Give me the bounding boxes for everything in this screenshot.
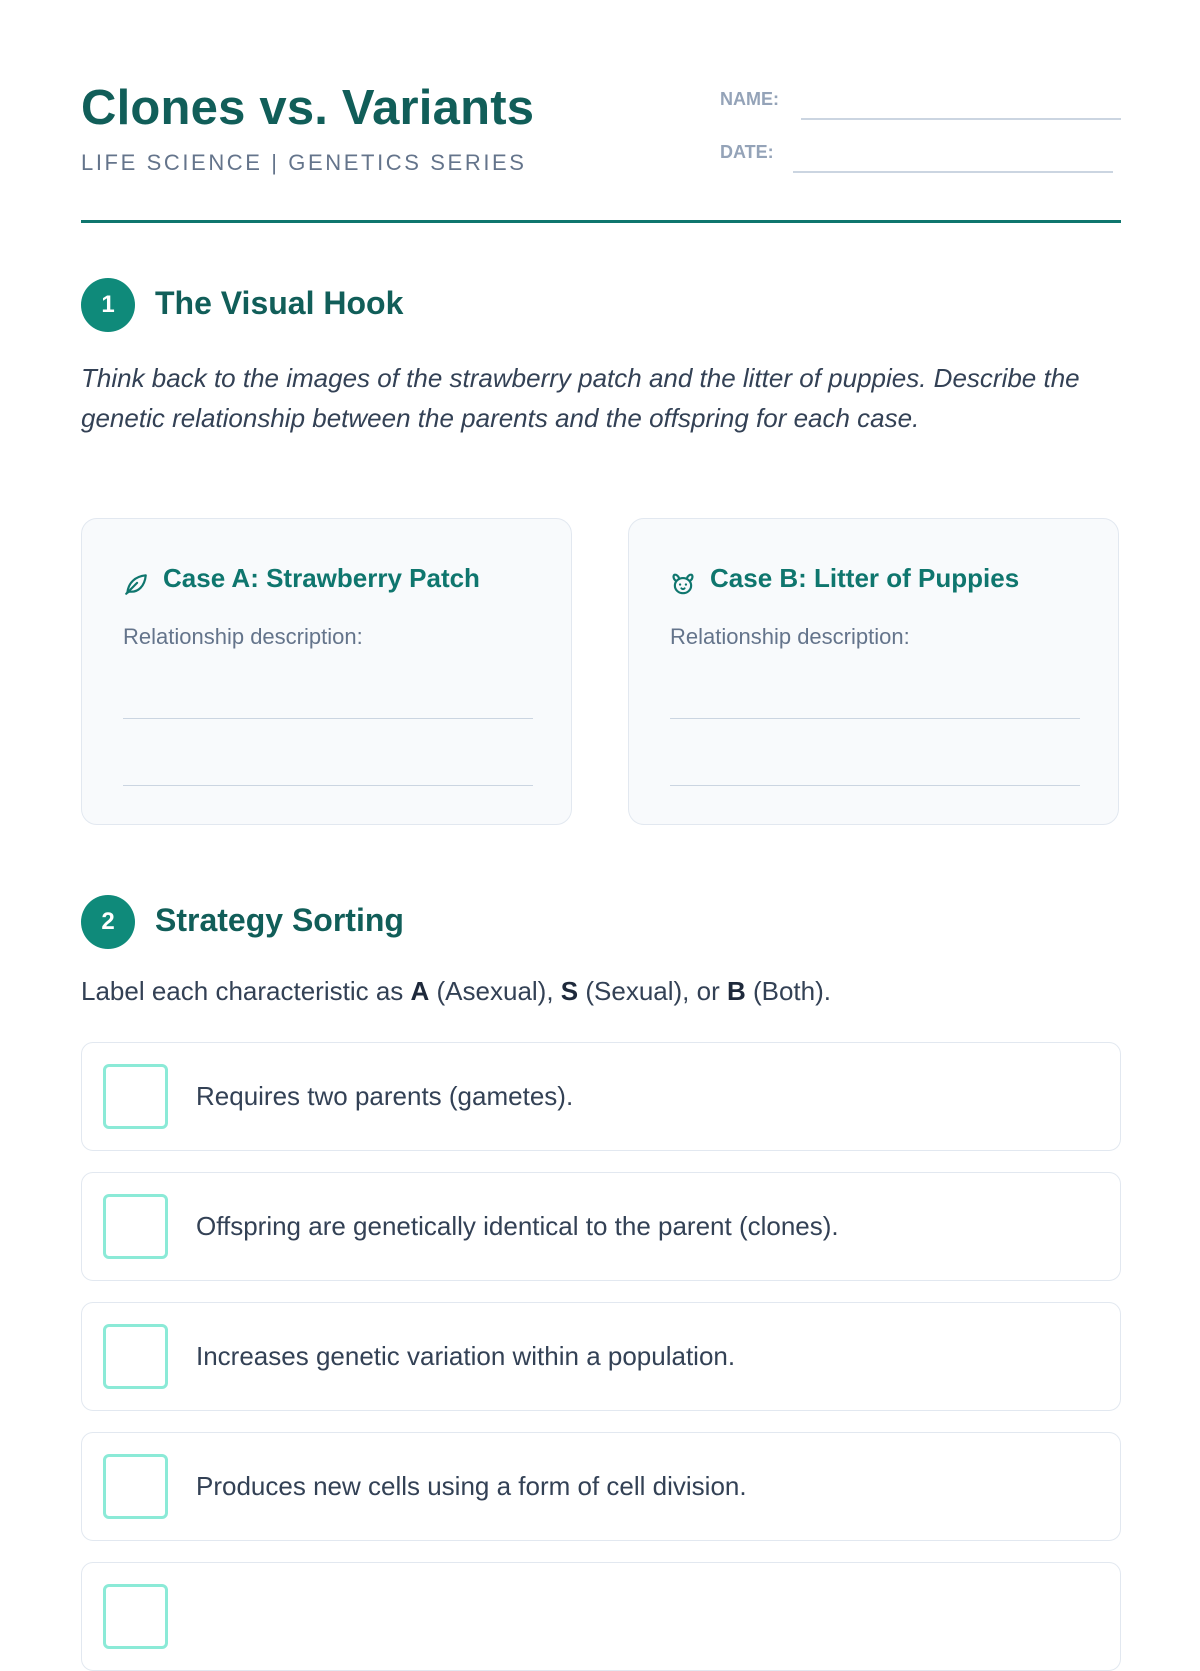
answer-box[interactable]: [103, 1454, 168, 1519]
label-sexual-code: S: [560, 976, 579, 1006]
sort-item: [81, 1302, 1121, 1411]
sort-item-text: Offspring are genetically identical to the parent (clones).: [196, 1211, 839, 1241]
section-1-title: The Visual Hook: [155, 285, 404, 321]
case-a-answer-line-2[interactable]: [123, 785, 533, 786]
sort-item-text: Increases genetic variation within a population.: [196, 1341, 736, 1371]
label-both-code: B: [726, 976, 746, 1006]
answer-box[interactable]: [103, 1194, 168, 1259]
name-label: NAME:: [720, 89, 779, 109]
section-1-number-badge: 1: [81, 278, 135, 332]
case-b-answer-line-1[interactable]: [670, 718, 1080, 719]
section-2-number-badge: 2: [81, 895, 135, 949]
dog-icon: [670, 571, 696, 597]
section-2-title: Strategy Sorting: [155, 902, 404, 938]
section-1-intro: Think back to the images of the strawberry patch and the litter of puppies. Describe the genetic relationship between the parents and the offspring for each case.: [81, 363, 1080, 433]
sort-item: [81, 1562, 1121, 1671]
answer-box[interactable]: [103, 1584, 168, 1649]
case-b-answer-line-2[interactable]: [670, 785, 1080, 786]
case-a-answer-line-1[interactable]: [123, 718, 533, 719]
sorting-instruction: Label each characteristic as A (Asexual), S (Sexual), or B (Both).: [81, 976, 831, 1006]
case-a-card: [81, 518, 572, 825]
header-divider: [81, 220, 1121, 223]
case-b-card: [628, 518, 1119, 825]
worksheet-title: Clones vs. Variants: [81, 81, 535, 135]
name-field[interactable]: [801, 118, 1121, 120]
sort-item: [81, 1042, 1121, 1151]
label-asexual-code: A: [410, 976, 430, 1006]
case-a-title: Case A: Strawberry Patch: [163, 563, 480, 593]
answer-box[interactable]: [103, 1064, 168, 1129]
answer-box[interactable]: [103, 1324, 168, 1389]
sort-item: [81, 1432, 1121, 1541]
case-b-label: Relationship description:: [670, 624, 910, 649]
worksheet-subtitle: LIFE SCIENCE | GENETICS SERIES: [81, 150, 527, 175]
date-field[interactable]: [793, 171, 1113, 173]
case-a-label: Relationship description:: [123, 624, 363, 649]
case-b-title: Case B: Litter of Puppies: [710, 563, 1020, 593]
leaf-icon: [123, 571, 149, 597]
sort-item: [81, 1172, 1121, 1281]
date-label: DATE:: [720, 142, 774, 162]
sort-item-text: Requires two parents (gametes).: [196, 1081, 574, 1111]
sort-item-text: Produces new cells using a form of cell division.: [196, 1471, 747, 1501]
